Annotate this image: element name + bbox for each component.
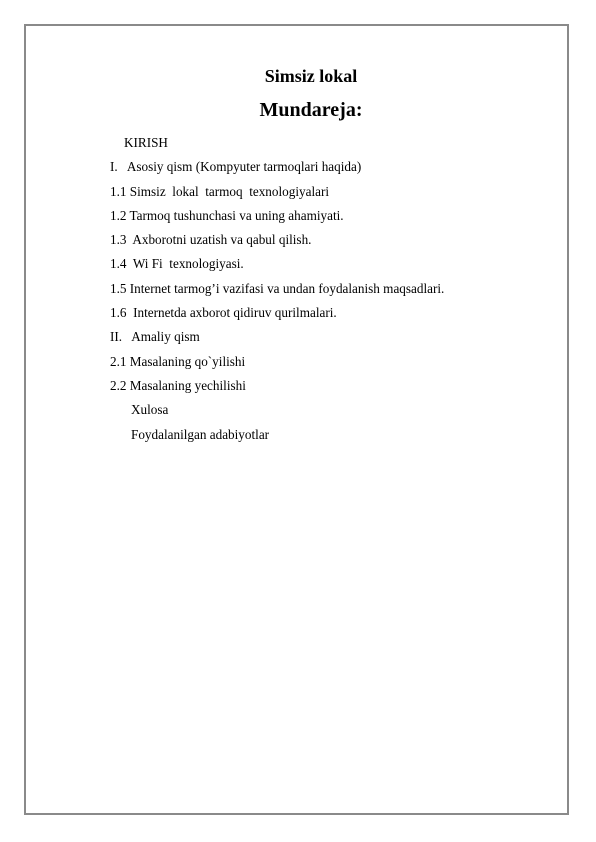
- document-title: Simsiz lokal: [264, 66, 358, 86]
- toc-item-1-6: 1.6 Internetda axborot qidiruv qurilmalari.: [110, 305, 337, 321]
- toc-item-1-5: 1.5 Internet tarmog’i vazifasi va undan foydalanish maqsadlari.: [110, 280, 445, 296]
- toc-item-part-2: II. Amaliy qism: [110, 329, 200, 345]
- toc-item-xulosa: Xulosa: [131, 402, 169, 418]
- toc-item-kirish: KIRISH: [124, 135, 168, 150]
- toc-item-1-1: 1.1 Simsiz lokal tarmoq texnologiyalari: [110, 183, 330, 199]
- toc-heading: Mundareja:: [259, 99, 363, 121]
- toc-item-1-3: 1.3 Axborotni uzatish va qabul qilish.: [110, 232, 312, 248]
- toc-item-1-2: 1.2 Tarmoq tushunchasi va uning ahamiyati.: [110, 207, 344, 223]
- table-of-contents: [0, 131, 596, 447]
- toc-item-1-4: 1.4 Wi Fi texnologiyasi.: [110, 256, 244, 272]
- toc-item-adabiyotlar: Foydalanilgan adabiyotlar: [131, 426, 270, 442]
- toc-item-2-2: 2.2 Masalaning yechilishi: [110, 377, 246, 393]
- toc-item-2-1: 2.1 Masalaning qo`yilishi: [110, 353, 246, 369]
- toc-item-part-1: I. Asosiy qism (Kompyuter tarmoqlari haqida): [110, 159, 362, 175]
